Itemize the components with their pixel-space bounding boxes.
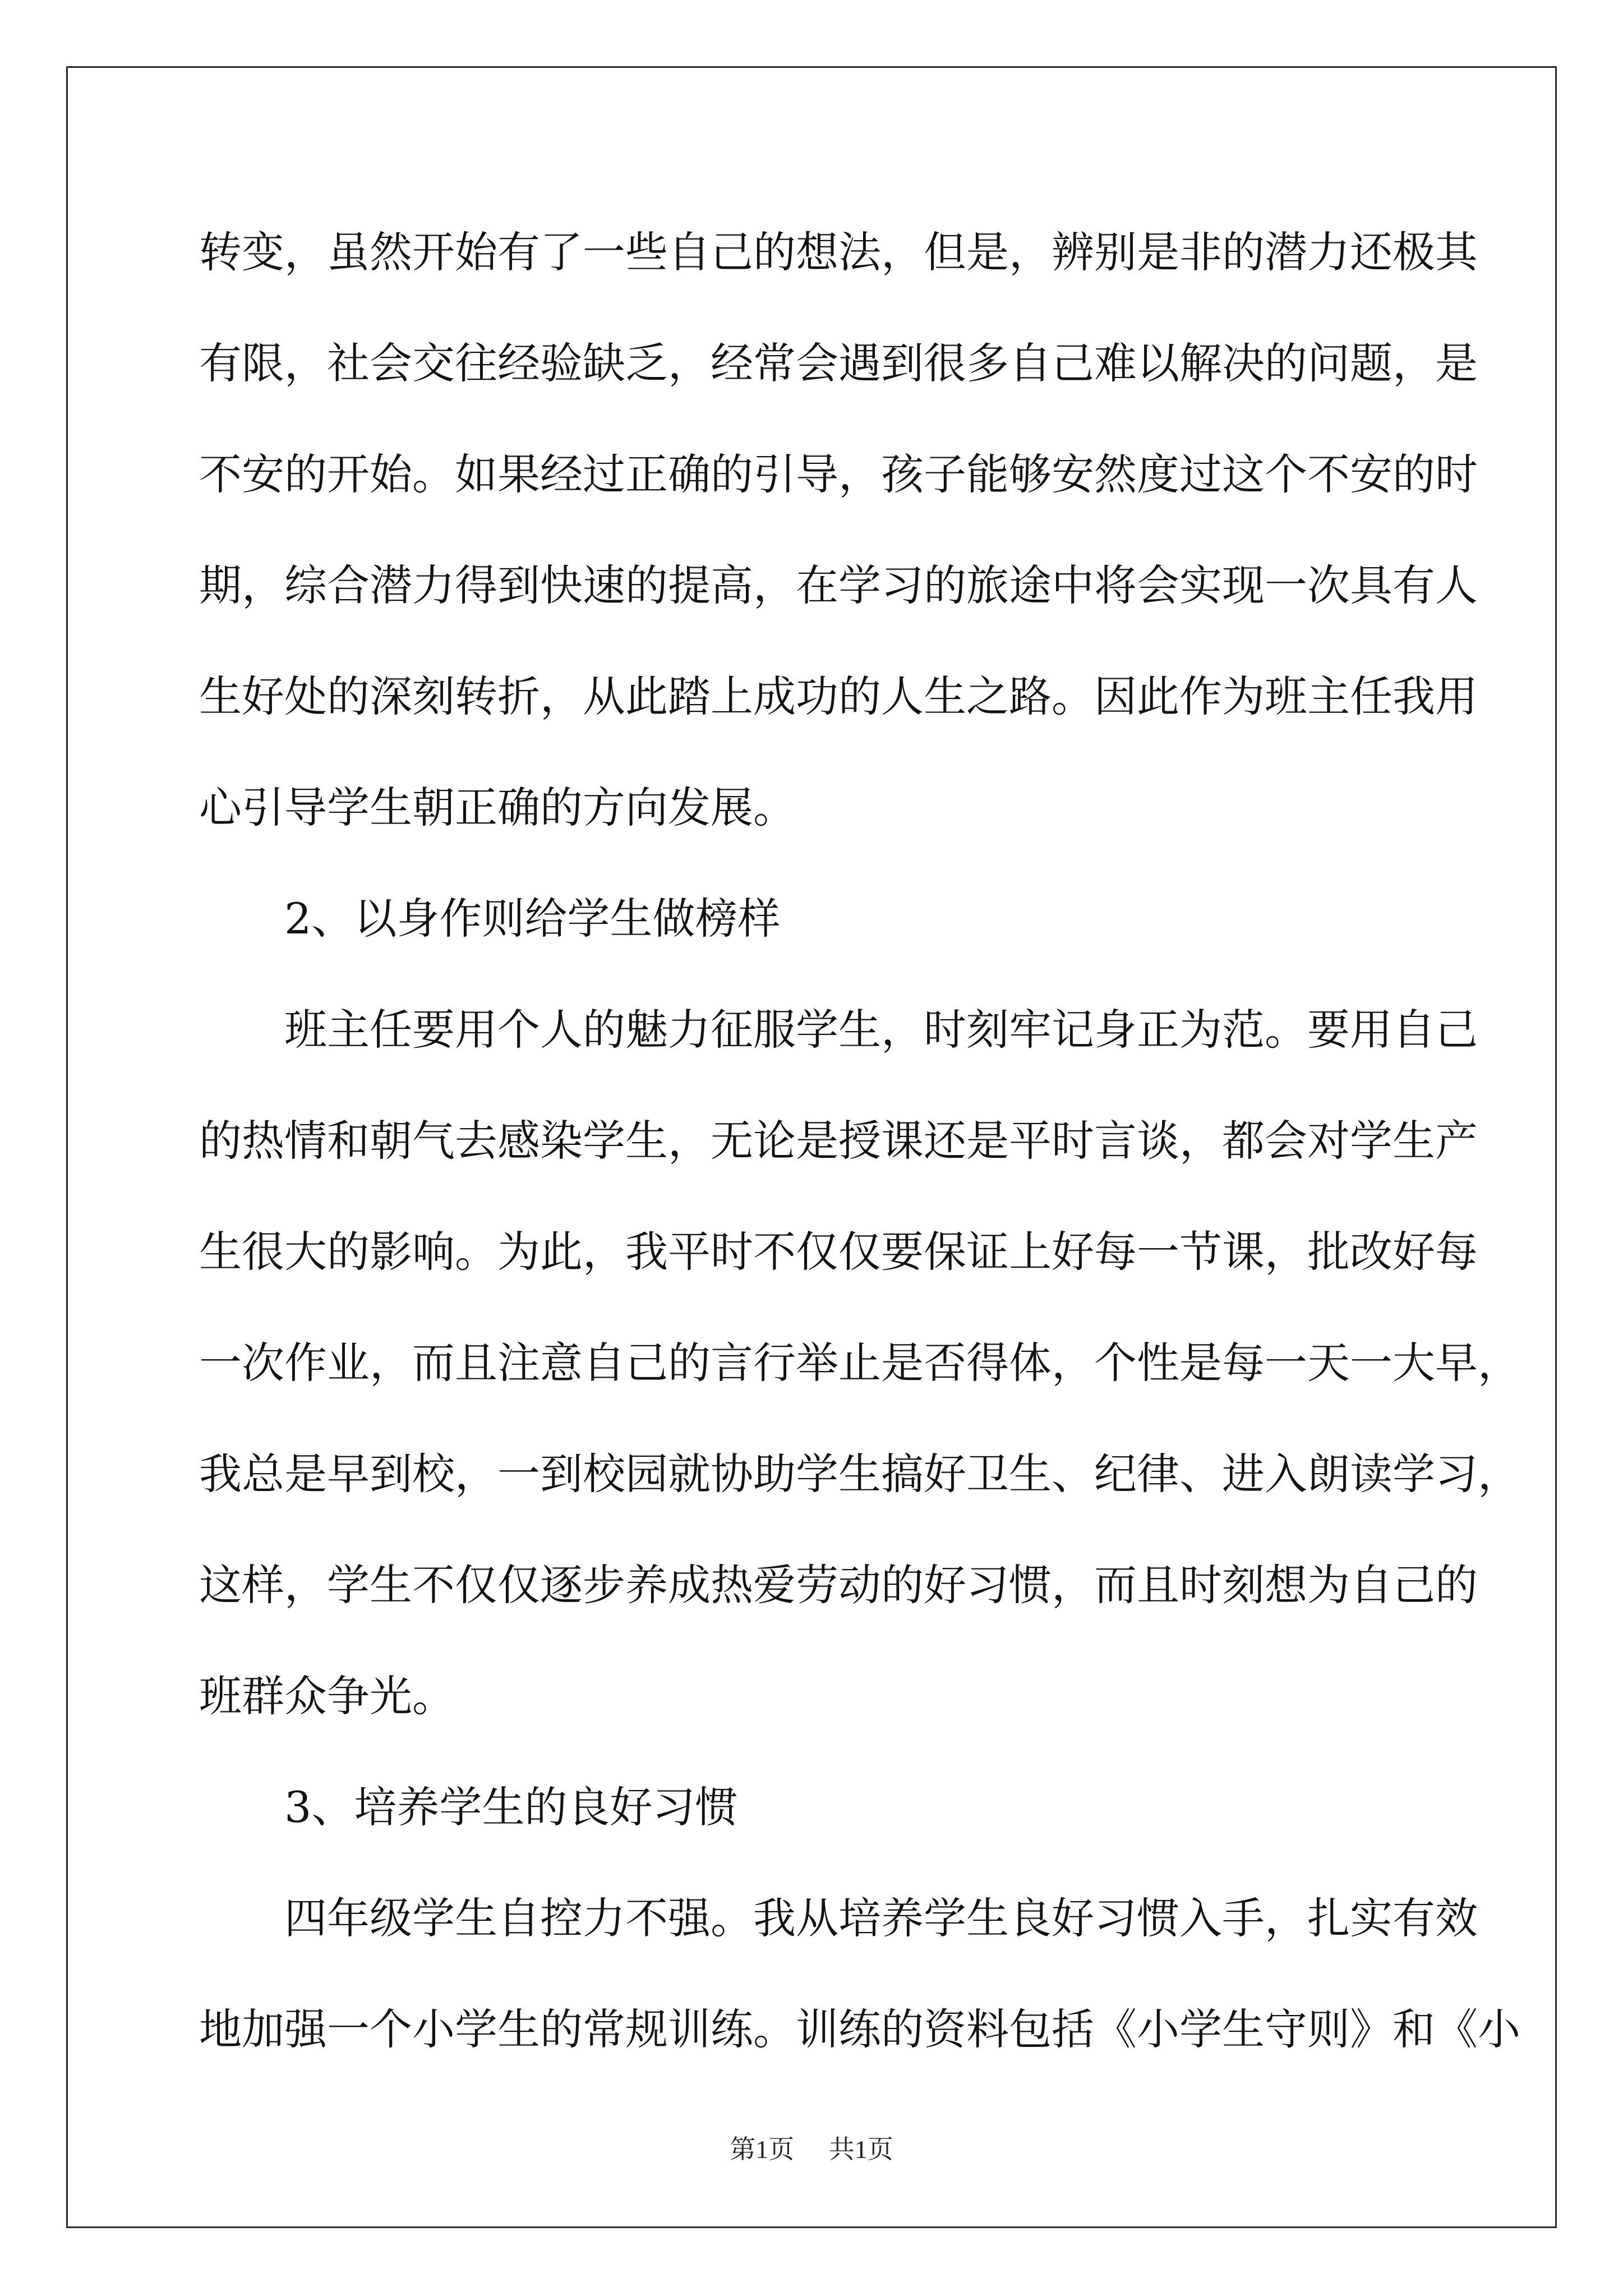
text-line: 班主任要用个人的魅力征服学生，时刻牢记身正为范。要用自己 <box>284 1005 1478 1055</box>
text-line: 生很大的影响。为此，我平时不仅仅要保证上好每一节课，批改好每 <box>199 1227 1478 1277</box>
text-line: 班群众争光。 <box>199 1671 455 1721</box>
text-line: 不安的开始。如果经过正确的引导，孩子能够安然度过这个不安的时 <box>199 449 1478 499</box>
document-body <box>199 210 1520 2099</box>
page-total: 共1页 <box>828 2135 893 2164</box>
text-line: 地加强一个小学生的常规训练。训练的资料包括《小学生守则》和《小 <box>199 2004 1520 2054</box>
text-line: 这样，学生不仅仅逐步养成热爱劳动的好习惯，而且时刻想为自己的 <box>199 1560 1478 1610</box>
text-line: 有限，社会交往经验缺乏，经常会遇到很多自己难以解决的问题，是 <box>199 338 1478 388</box>
text-line: 一次作业，而且注意自己的言行举止是否得体，个性是每一天一大早， <box>199 1338 1520 1388</box>
text-line: 生好处的深刻转折，从此踏上成功的人生之路。因此作为班主任我用 <box>199 671 1478 721</box>
text-line: 的热情和朝气去感染学生，无论是授课还是平时言谈，都会对学生产 <box>199 1116 1478 1166</box>
page-number: 第1页 <box>730 2135 795 2164</box>
text-line: 2、以身作则给学生做榜样 <box>284 894 781 944</box>
text-line: 期，综合潜力得到快速的提高，在学习的旅途中将会实现一次具有人 <box>199 560 1478 610</box>
text-line: 四年级学生自控力不强。我从培养学生良好习惯入手，扎实有效 <box>284 1893 1478 1943</box>
text-line: 我总是早到校，一到校园就协助学生搞好卫生、纪律、进入朗读学习， <box>199 1449 1520 1499</box>
text-line: 心引导学生朝正确的方向发展。 <box>199 783 796 832</box>
text-line: 3、培养学生的良好习惯 <box>284 1782 738 1832</box>
text-line: 转变，虽然开始有了一些自己的想法，但是，辨别是非的潜力还极其 <box>199 227 1478 277</box>
page-footer <box>0 2129 1623 2166</box>
